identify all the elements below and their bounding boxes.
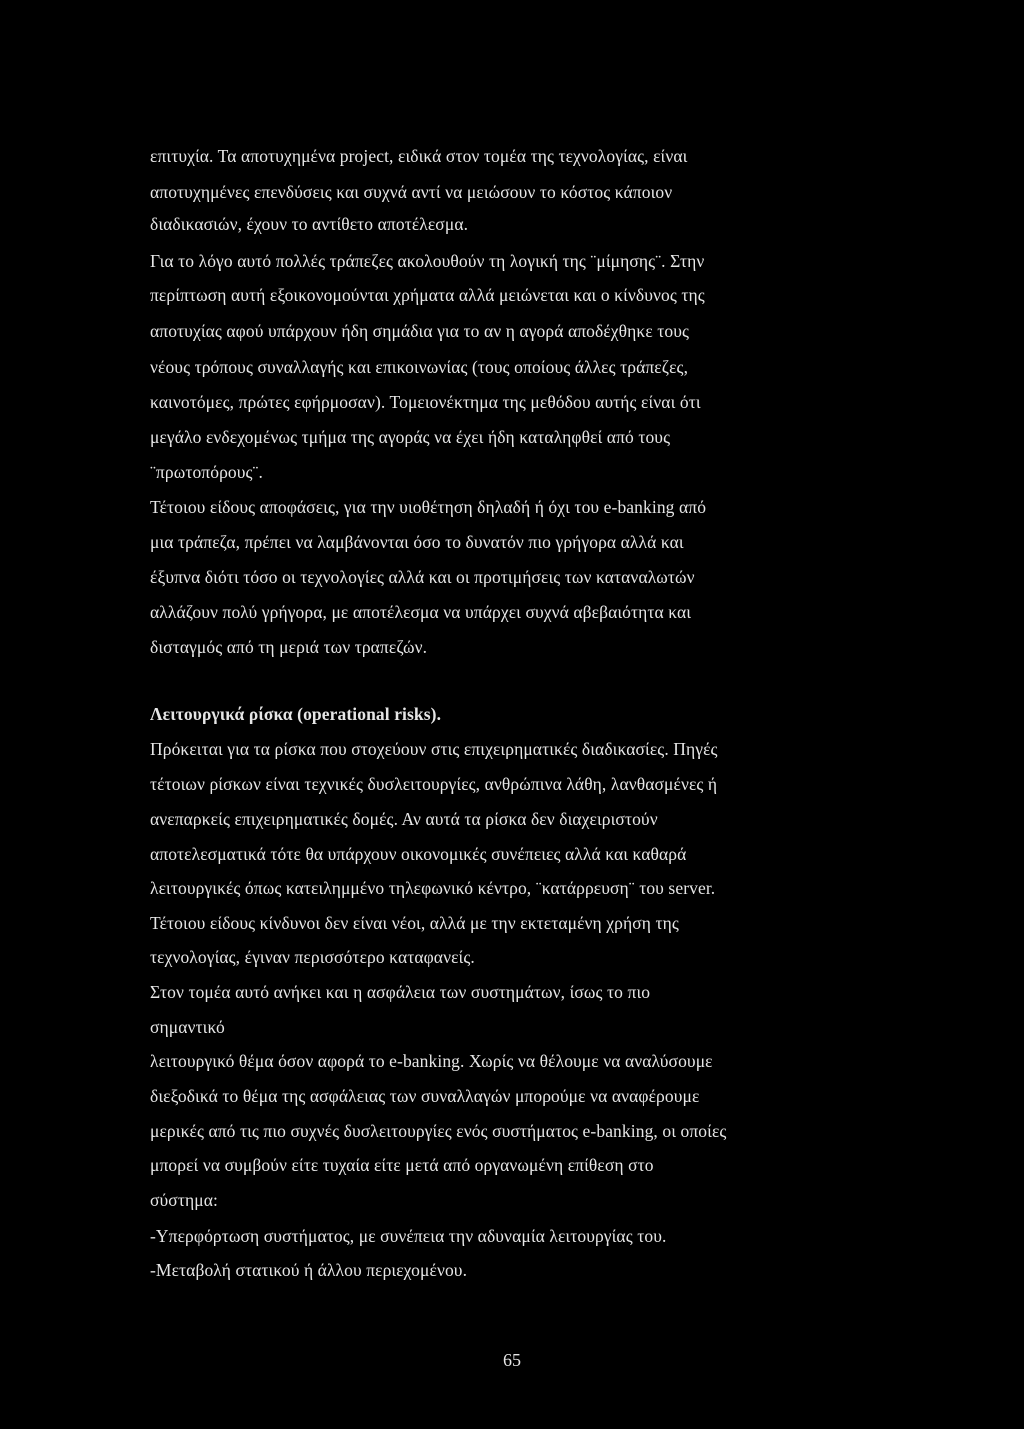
paragraph-line: καινοτόμες, πρώτες εφήρμοσαν). Τομειονέκτημα της μεθόδου αυτής είναι ότι [150,392,701,412]
paragraph-line: Στον τομέα αυτό ανήκει και η ασφάλεια των συστημάτων, ίσως το πιο [150,982,651,1002]
paragraph-line: μια τράπεζα, πρέπει να λαμβάνονται όσο το δυνατόν πιο γρήγορα αλλά και [150,532,684,552]
paragraph-line: επιτυχία. Τα αποτυχημένα project, ειδικά στον τομέα της τεχνολογίας, είναι [150,146,688,166]
paragraph-line: διαδικασιών, έχουν το αντίθετο αποτέλεσμα. [150,214,469,234]
paragraph-line: Πρόκειται για τα ρίσκα που στοχεύουν στις επιχειρηματικές διαδικασίες. Πηγές [150,739,718,759]
paragraph-line: αποτυχίας αφού υπάρχουν ήδη σημάδια για το αν η αγορά αποδέχθηκε τους [150,321,690,341]
paragraph-line: μερικές από τις πιο συχνές δυσλειτουργίες ενός συστήματος e-banking, οι οποίες [150,1121,727,1141]
paragraph-line: νέους τρόπους συναλλαγής και επικοινωνίας (τους οποίους άλλες τράπεζες, [150,357,689,377]
paragraph-line: ανεπαρκείς επιχειρηματικές δομές. Αν αυτά τα ρίσκα δεν διαχειριστούν [150,809,658,829]
paragraph-line: Τέτοιου είδους αποφάσεις, για την υιοθέτηση δηλαδή ή όχι του e-banking από [150,497,707,517]
paragraph-line: λειτουργικές όπως κατειλημμένο τηλεφωνικό κέντρο, ¨κατάρρευση¨ του server. [150,878,716,898]
section-heading: Λειτουργικά ρίσκα (operational risks). [150,704,442,724]
paragraph-line: τεχνολογίας, έγιναν περισσότερο καταφανείς. [150,947,475,967]
paragraph-line: αποτελεσματικά τότε θα υπάρχουν οικονομικές συνέπειες αλλά και καθαρά [150,844,687,864]
paragraph-line: περίπτωση αυτή εξοικονομούνται χρήματα αλλά μειώνεται και ο κίνδυνος της [150,285,705,305]
paragraph-line: δισταγμός από τη μεριά των τραπεζών. [150,637,428,657]
paragraph-line: αποτυχημένες επενδύσεις και συχνά αντί να μειώσουν το κόστος κάποιον [150,182,673,202]
paragraph-line: σημαντικό [150,1017,225,1037]
paragraph-line: ¨πρωτοπόρους¨. [150,462,263,482]
paragraph-line: αλλάζουν πολύ γρήγορα, με αποτέλεσμα να υπάρχει συχνά αβεβαιότητα και [150,602,692,622]
paragraph-line: τέτοιων ρίσκων είναι τεχνικές δυσλειτουργίες, ανθρώπινα λάθη, λανθασμένες ή [150,774,718,794]
paragraph-line: Για το λόγο αυτό πολλές τράπεζες ακολουθούν τη λογική της ¨μίμησης¨. Στην [150,251,705,271]
paragraph-line: έξυπνα διότι τόσο οι τεχνολογίες αλλά και οι προτιμήσεις των καταναλωτών [150,567,695,587]
page-number: 65 [503,1350,521,1370]
paragraph-line: σύστημα: [150,1190,218,1210]
paragraph-line: Τέτοιου είδους κίνδυνοι δεν είναι νέοι, αλλά με την εκτεταμένη χρήση της [150,913,679,933]
paragraph-line: μπορεί να συμβούν είτε τυχαία είτε μετά από οργανωμένη επίθεση στο [150,1155,654,1175]
list-item: -Υπερφόρτωση συστήματος, με συνέπεια την αδυναμία λειτουργίας του. [150,1226,667,1246]
list-item: -Μεταβολή στατικού ή άλλου περιεχομένου. [150,1260,468,1280]
paragraph-line: διεξοδικά το θέμα της ασφάλειας των συναλλαγών μπορούμε να αναφέρουμε [150,1086,700,1106]
paragraph-line: λειτουργικό θέμα όσον αφορά το e-banking. Χωρίς να θέλουμε να αναλύσουμε [150,1051,713,1071]
paragraph-line: μεγάλο ενδεχομένως τμήμα της αγοράς να έχει ήδη καταληφθεί από τους [150,427,671,447]
